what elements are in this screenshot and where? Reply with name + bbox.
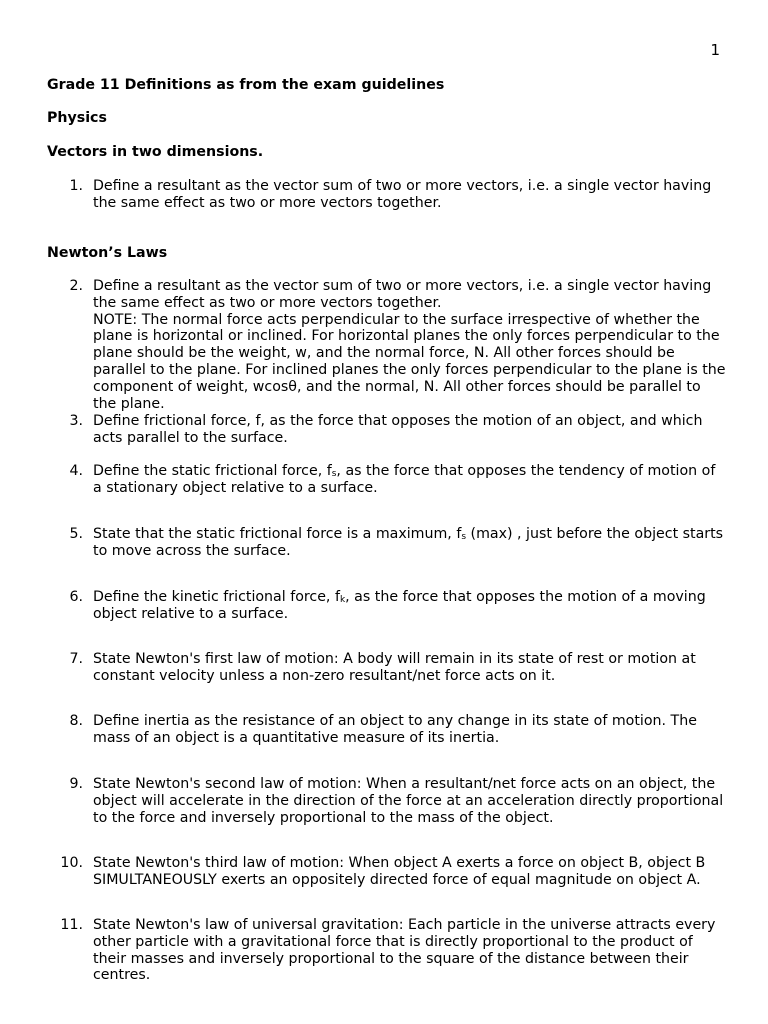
item-text: State Newton's law of universal gravitation: Each particle in the universe attracts every other particle with a gravitational force that is directly proportional to the product of their masses and inversely proportional to the square of the distance between their centres.: [93, 917, 716, 984]
item-number: 6.: [69, 589, 83, 605]
item-number: 9.: [69, 776, 83, 792]
list-item: [47, 589, 727, 623]
document-title: Grade 11 Definitions as from the exam guidelines: [47, 77, 445, 93]
item-number: 11.: [60, 917, 83, 933]
item-number: 2.: [69, 278, 83, 294]
list-item: [47, 178, 727, 212]
list-item: [47, 463, 727, 497]
list-item: [47, 713, 727, 747]
item-text: State Newton's first law of motion: A body will remain in its state of rest or motion at constant velocity unless a non-zero resultant/net force acts on it.: [93, 651, 696, 684]
item-text: State Newton's third law of motion: When object A exerts a force on object B, object B SIMULTANEOUSLY exerts an oppositely directed force of equal magnitude on object A.: [93, 855, 706, 888]
list-item: [47, 413, 727, 447]
subject-heading: Physics: [47, 110, 107, 126]
list-item: [47, 855, 727, 889]
item-text: Define the static frictional force, $f_s$, as the force that opposes the tendency of motion of a stationary object relative to a surface.: [93, 463, 716, 496]
item-note: NOTE: The normal force acts perpendicular to the surface irrespective of whether the plane is horizontal or inclined. For horizontal planes the only forces perpendicular to the plane should be the weight, w, and the normal force, N. All other forces should be parallel to the plane. For inclined planes the only forces perpendicular to the plane is the component of weight, wcosθ, and the normal, N. All other forces should be parallel to the plane.: [93, 311, 726, 412]
list-item: [47, 776, 727, 826]
item-number: 5.: [69, 526, 83, 542]
item-text: Define inertia as the resistance of an object to any change in its state of motion. The mass of an object is a quantitative measure of its inertia.: [93, 713, 697, 746]
item-number: 3.: [69, 413, 83, 429]
item-number: 4.: [69, 463, 83, 479]
item-text: State that the static frictional force is a maximum, $f_s$ (max) , just before the object starts to move across the surface.: [93, 526, 724, 559]
item-number: 10.: [60, 855, 83, 871]
item-text: Define a resultant as the vector sum of two or more vectors, i.e. a single vector having the same effect as two or more vectors together.: [93, 178, 712, 211]
item-text: Define frictional force, f, as the force that opposes the motion of an object, and which acts parallel to the surface.: [93, 413, 703, 446]
list-item: [47, 278, 727, 412]
section-heading-newton: Newton’s Laws: [47, 245, 168, 261]
list-item: [47, 651, 727, 685]
list-item: [47, 526, 727, 560]
item-text: State Newton's second law of motion: When a resultant/net force acts on an object, the object will accelerate in the direction of the force at an acceleration directly proportional to the force and inversely proportional to the mass of the object.: [93, 776, 724, 826]
section-heading-vectors: Vectors in two dimensions.: [47, 144, 264, 160]
item-text: Define a resultant as the vector sum of two or more vectors, i.e. a single vector having the same effect as two or more vectors together.: [93, 278, 712, 311]
item-number: 1.: [69, 178, 83, 194]
list-item: [47, 917, 727, 984]
item-number: 7.: [69, 651, 83, 667]
page-number: 1: [710, 41, 720, 59]
item-number: 8.: [69, 713, 83, 729]
item-text: Define the kinetic frictional force, $f_k$, as the force that opposes the motion of a moving object relative to a surface.: [93, 589, 706, 622]
